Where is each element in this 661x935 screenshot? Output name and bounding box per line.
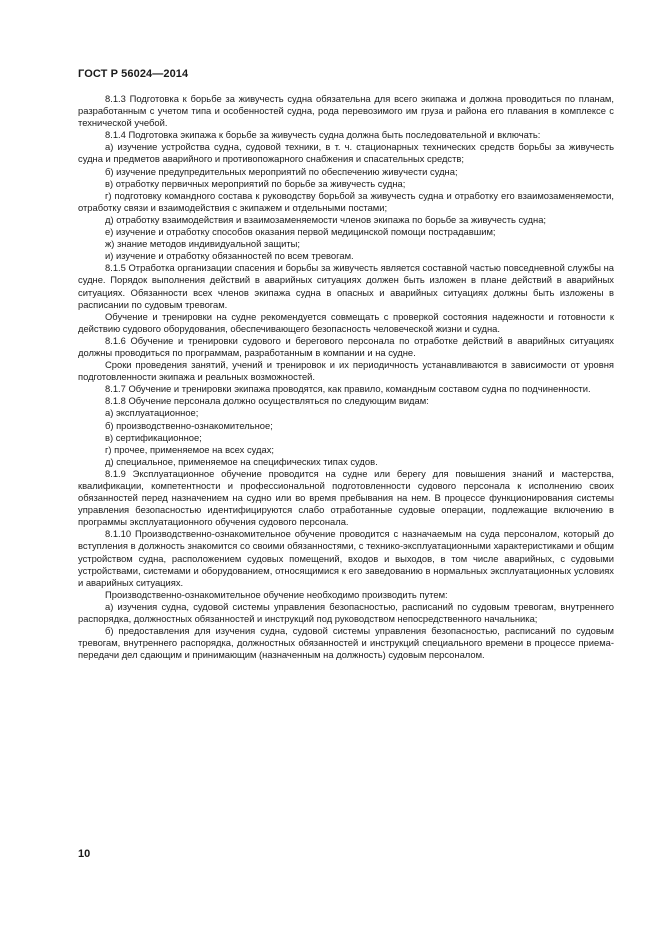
list-item: д) отработку взаимодействия и взаимозаменяемости членов экипажа по борьбе за живучесть судна;	[105, 213, 547, 225]
document-header: ГОСТ Р 56024—2014	[78, 68, 189, 80]
paragraph: 8.1.7 Обучение и тренировки экипажа проводятся, как правило, командным составом судна по подчиненности.	[105, 383, 591, 395]
paragraph: 8.1.6 Обучение и тренировки судового и берегового персонала по отработке действий в аварийных ситуациях должны проводиться по программам, разработанным в компании и на судне.	[78, 334, 614, 358]
list-item: д) специальное, применяемое на специфических типах судов.	[105, 455, 378, 467]
list-item: б) предоставления для изучения судна, судовой системы управления безопасностью, расписаний по судовым тревогам, внутреннего распорядка, должностных обязанностей и инструкций специального времени в процессе приема-передачи дел сдающим и принимающим (назначенным на должность) судовым персоналом.	[78, 625, 614, 661]
paragraph: Сроки проведения занятий, учений и тренировок и их периодичность устанавливаются в зависимости от уровня подготовленности экипажа и реальных возможностей.	[78, 359, 614, 383]
list-item: и) изучение и отработку обязанностей по всем тревогам.	[105, 250, 354, 262]
document-body	[78, 93, 614, 661]
list-item: а) эксплуатационное;	[105, 407, 199, 419]
list-item: а) изучение устройства судна, судовой техники, в т. ч. стационарных технических средств борьбы за живучесть судна и предметов аварийного и противопожарного снабжения и спасательных средств;	[78, 141, 614, 165]
paragraph: Обучение и тренировки на судне рекомендуется совмещать с проверкой состояния надежности и готовности к действию судового оборудования, обеспечивающего безопасность человеческой жизни и судна.	[78, 310, 614, 334]
list-item: в) сертификационное;	[105, 431, 202, 443]
list-item: в) отработку первичных мероприятий по борьбе за живучесть судна;	[105, 177, 406, 189]
list-item: ж) знание методов индивидуальной защиты;	[105, 238, 301, 250]
list-item: а) изучения судна, судовой системы управления безопасностью, расписаний по судовым тревогам, внутреннего распорядка, должностных обязанностей и инструкций под руководством непосредственного начальника;	[78, 600, 614, 625]
list-item: б) изучение предупредительных мероприятий по обеспечению живучести судна;	[105, 165, 458, 177]
paragraph: 8.1.9 Эксплуатационное обучение проводится на судне или берегу для повышения знаний и мастерства, квалификации, компетентности и профессиональной подготовленности судового персонала к исполнению своих обязанностей перед назначением на судно или во время пребывания на нем. В процессе функционирования системы управления безопасностью идентифицируются слабо отработанные судовые операции, подлежащие включению в программы эксплуатационного обучения судового персонала.	[78, 467, 614, 528]
paragraph: Производственно-ознакомительное обучение необходимо производить путем:	[105, 588, 448, 600]
list-item: б) производственно-ознакомительное;	[105, 419, 273, 431]
list-item: г) прочее, применяемое на всех судах;	[105, 443, 274, 455]
list-item: г) подготовку командного состава к руководству борьбой за живучесть судна и отработку его взаимозаменяемости, отработку связи и взаимодействия с экипажем и отдельными постами;	[78, 189, 614, 213]
paragraph: 8.1.10 Производственно-ознакомительное обучение проводится с назначаемым на суда персоналом, который до вступления в должность знакомится со своими обязанностями, с технико-эксплуатационными характеристиками и общим устройством судна, расположением судовых помещений, входов и выходов, в том числе аварийных, с судовыми устройствами, системами и оборудованием, относящимися к его заведованию в нормальных эксплуатационных условиях и аварийных ситуациях.	[78, 528, 614, 588]
paragraph: 8.1.3 Подготовка к борьбе за живучесть судна обязательна для всего экипажа и должна проводиться по планам, разработанным с учетом типа и особенностей судна, рода перевозимого им груза и района его плавания в комплексе с технической учебой.	[78, 93, 614, 129]
list-item: е) изучение и отработку способов оказания первой медицинской помощи пострадавшим;	[105, 226, 496, 238]
paragraph: 8.1.8 Обучение персонала должно осуществляться по следующим видам:	[105, 395, 429, 407]
paragraph: 8.1.5 Отработка организации спасения и борьбы за живучесть является составной частью повседневной службы на судне. Порядок выполнения действий в аварийных ситуациях должен быть изложен в плане действий в аварийных ситуациях. Обязанности всех членов экипажа судна в опасных и аварийных ситуациях должны быть изложены в расписании по судовым тревогам.	[78, 262, 614, 310]
page-number: 10	[78, 848, 91, 860]
paragraph: 8.1.4 Подготовка экипажа к борьбе за живучесть судна должна быть последовательной и включать:	[105, 129, 541, 141]
